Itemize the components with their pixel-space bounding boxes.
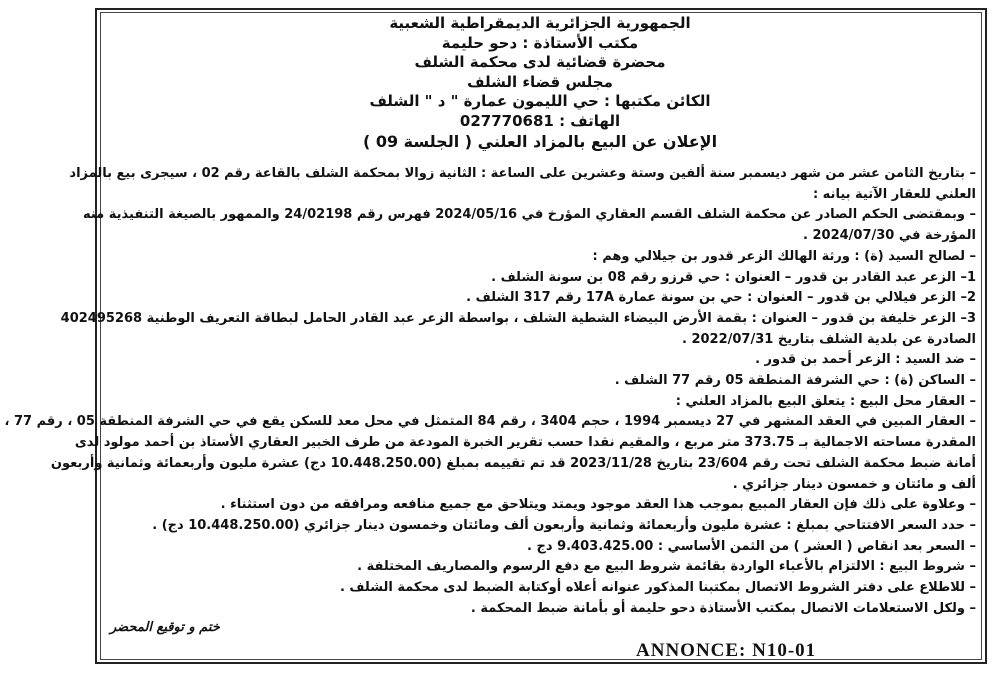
body-line: – وبمقتضى الحكم الصادر عن محكمة الشلف القسم العقاري المؤرخ في 2024/05/16 فهرس رقم 24/02198 والممهور بالصيغة التنفيذية منه (82, 207, 976, 223)
announcement-title: الإعلان عن البيع بالمزاد العلني ( الجلسة 09 ) (362, 131, 718, 151)
body-line: 1– الزعر عبد القادر بن قدور – العنوان : حي قرزو رقم 08 بن سونة الشلف . (491, 269, 976, 285)
body-line: – العقار محل البيع : يتعلق البيع بالمزاد العلني : (675, 393, 976, 409)
body-line: – ولكل الاستعلامات الاتصال بمكتب الأستاذة دحو حليمة أو بأمانة ضبط المحكمة . (470, 600, 976, 616)
body-line: المقدرة مساحته الاجمالية بـ 373.75 متر مربع ، والمقيم نقدا حسب تقرير الخبرة المودعة من طرف الخبير العقاري الأستاذ بن أحمد مولود لدى (74, 435, 976, 451)
body-line: المؤرخة في 2024/07/30 . (803, 228, 976, 244)
office-name: مكتب الأستاذة : دحو حليمة (441, 33, 639, 52)
body-line: – حدد السعر الافتتاحي بمبلغ : عشرة مليون وأربعمائة وثمانية وأربعون ألف ومائتان وخمسون دينار جزائري (10.448.250.00 دج) . (152, 517, 976, 533)
body-line: أمانة ضبط محكمة الشلف تحت رقم 23/604 بتاريخ 2023/11/28 قد تم تقييمه بمبلغ (10.448.250.00 دج) عشرة مليون وأربعمائة وثمانية وأربعون (50, 455, 976, 471)
body-line: – للاطلاع على دفتر الشروط الاتصال بمكتبنا المذكور عنوانه أعلاه أوكتابة الضبط لدى محكمة الشلف . (339, 580, 976, 596)
body-line: – الساكن (ة) : حي الشرفة المنطقة 05 رقم 77 الشلف . (614, 373, 976, 389)
office-phone: الهاتف : 027770681 (459, 111, 621, 130)
council-name: مجلس قضاء الشلف (467, 72, 613, 91)
body-line: – لصالح السيد (ة) : ورثة الهالك الزعر قدور بن جيلالي وهم : (592, 248, 976, 264)
announcement-body (4, 164, 976, 619)
body-line: – شروط البيع : الالتزام بالأعباء الواردة بقائمة شروط البيع مع دفع الرسوم والمصاريف المختلفة . (357, 559, 976, 575)
body-line: – وعلاوة على ذلك فإن العقار المبيع بموجب هذا العقد موجود ويمتد ويتلاحق مع جميع منافعه ومرافقه من دون استثناء . (220, 497, 976, 513)
body-line: 3– الزعر خليفة بن قدور – العنوان : بقمة الأرض البيضاء الشطية الشلف ، بواسطة الزعر عبد القادر الحامل لبطاقة التعريف الوطنية 402495268 (60, 310, 976, 326)
body-line: – ضد السيد : الزعر أحمد بن قدور . (755, 352, 976, 368)
body-line: – العقار المبين في العقد المشهر في 27 ديسمبر 1994 ، حجم 3404 ، رقم 84 المتمثل في محل معد للسكن يقع في حي الشرفة المنطقة 05 ، رقم 77 ، (4, 414, 976, 430)
office-address: الكائن مكتبها : حي الليمون عمارة " د " الشلف (369, 92, 711, 111)
bailiff-title: محضرة قضائية لدى محكمة الشلف (414, 53, 666, 72)
annonce-code: ANNONCE: N10-01 (636, 640, 817, 661)
body-line: 2– الزعر فيلالي بن قدور – العنوان : حي بن سونة عمارة 17A رقم 317 الشلف . (466, 290, 976, 306)
document-header (100, 14, 980, 151)
body-line: ألف و مائتان و خمسون دينار جزائري . (732, 476, 976, 492)
body-line: الصادرة عن بلدية الشلف بتاريخ 2022/07/31 . (681, 331, 976, 347)
body-line: – بتاريخ الثامن عشر من شهر ديسمبر سنة ألفين وستة وعشرين على الساعة : الثانية زوالا بمحكمة الشلف بالقاعة رقم 02 ، سيجرى بيع بالمزاد (69, 166, 976, 181)
body-line: العلني للعقار الآتية بيانه : (812, 186, 976, 202)
republic-title: الجمهورية الجزائرية الديمقراطية الشعبية (389, 14, 691, 32)
body-line: – السعر بعد انقاص ( العشر ) من الثمن الأساسي : 9.403.425.00 دج . (527, 538, 976, 554)
signature-label: ختم و توقيع المحضر (110, 620, 220, 635)
